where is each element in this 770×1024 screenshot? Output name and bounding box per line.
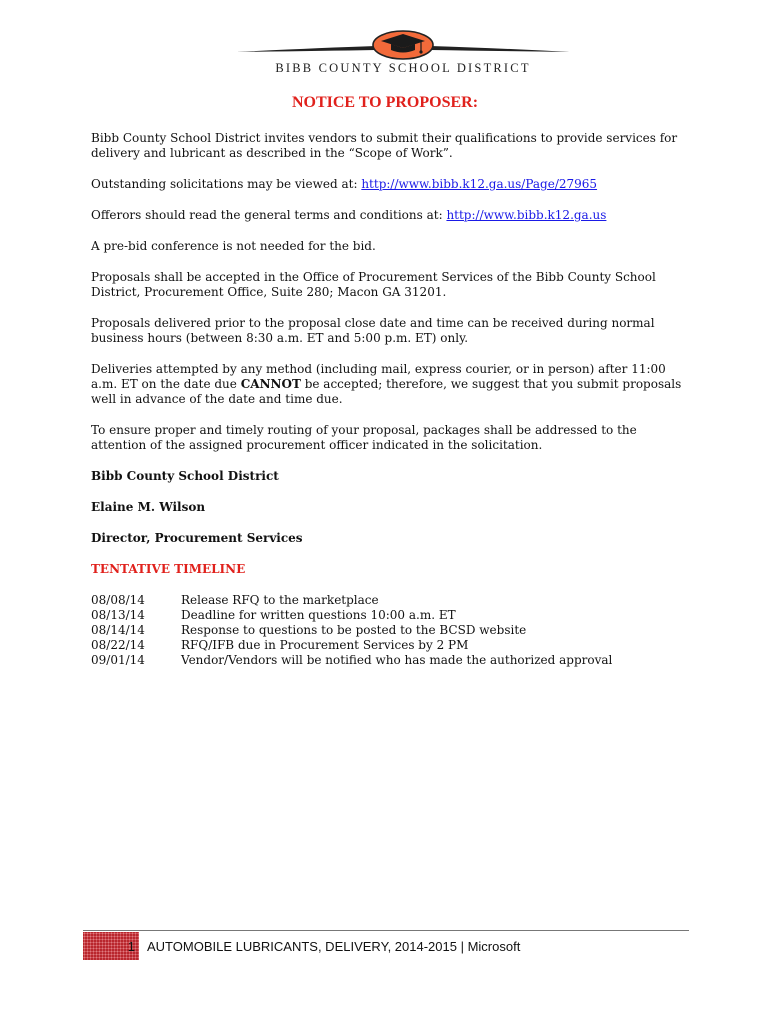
timeline-description: Response to questions to be posted to the BCSD website (181, 623, 527, 637)
footer-divider (83, 930, 689, 931)
timeline-date: 08/13/14 (91, 608, 145, 622)
timeline-description: Release RFQ to the marketplace (181, 593, 379, 607)
page-title: NOTICE TO PROPOSER: (291, 94, 479, 111)
signature-org: Bibb County School District (91, 469, 279, 483)
district-name: BIBB COUNTY SCHOOL DISTRICT (275, 61, 531, 75)
intro-paragraph: Bibb County School District invites vendors to submit their qualifications to provide services for delivery and lubricant as described in the “Scope of Work”. (91, 131, 678, 160)
timeline-date: 09/01/14 (91, 653, 145, 667)
timeline-date: 08/22/14 (91, 638, 145, 652)
graduation-cap-logo-icon (236, 28, 570, 62)
terms-link[interactable]: http://www.bibb.k12.ga.us (446, 208, 607, 222)
solicitations-text: Outstanding solicitations may be viewed at: (91, 177, 362, 191)
deliveries-text: Deliveries attempted by any method (including mail, express courier, or in person) after 11:00 a.m. ET on the date due (91, 362, 666, 391)
timeline-row (91, 638, 691, 653)
timeline-date: 08/14/14 (91, 623, 145, 637)
timeline-row (91, 653, 691, 668)
notice-body (91, 131, 691, 668)
deliveries-paragraph (91, 362, 691, 407)
timeline-description: Vendor/Vendors will be notified who has made the authorized approval (181, 653, 613, 667)
district-logo (236, 28, 570, 80)
solicitations-paragraph (91, 177, 691, 192)
prebid-paragraph: A pre-bid conference is not needed for the bid. (91, 239, 376, 253)
terms-paragraph (91, 208, 691, 223)
cannot-emphasis: CANNOT (240, 377, 301, 391)
page-number: 1 (127, 939, 135, 954)
signature-role: Director, Procurement Services (91, 531, 303, 545)
deliveries-text-end: be accepted; therefore, we suggest that you submit proposals well in advance of the date and time due. (91, 377, 682, 406)
signature-block (91, 469, 691, 546)
footer-title: AUTOMOBILE LUBRICANTS, DELIVERY, 2014-2015 | Microsoft (147, 939, 521, 954)
terms-text: Offerors should read the general terms and conditions at: (91, 208, 447, 222)
accepted-paragraph: Proposals shall be accepted in the Office of Procurement Services of the Bibb County School District, Procurement Office, Suite 280; Macon GA 31201. (91, 270, 656, 299)
timeline-title: TENTATIVE TIMELINE (91, 562, 246, 576)
solicitations-link[interactable]: http://www.bibb.k12.ga.us/Page/27965 (361, 177, 598, 191)
timeline-description: Deadline for written questions 10:00 a.m. ET (181, 608, 456, 622)
delivered-paragraph: Proposals delivered prior to the proposal close date and time can be received during normal business hours (between 8:30 a.m. ET and 5:00 p.m. ET) only. (91, 316, 655, 345)
timeline-row (91, 608, 691, 623)
timeline-date: 08/08/14 (91, 593, 145, 607)
timeline-description: RFQ/IFB due in Procurement Services by 2 PM (181, 638, 469, 652)
page-footer (83, 930, 689, 964)
timeline-row (91, 593, 691, 608)
timeline-row (91, 623, 691, 638)
routing-paragraph: To ensure proper and timely routing of your proposal, packages shall be addressed to the attention of the assigned procurement officer indicated in the solicitation. (91, 423, 637, 452)
signature-name: Elaine M. Wilson (91, 500, 206, 514)
timeline-section (91, 562, 691, 668)
